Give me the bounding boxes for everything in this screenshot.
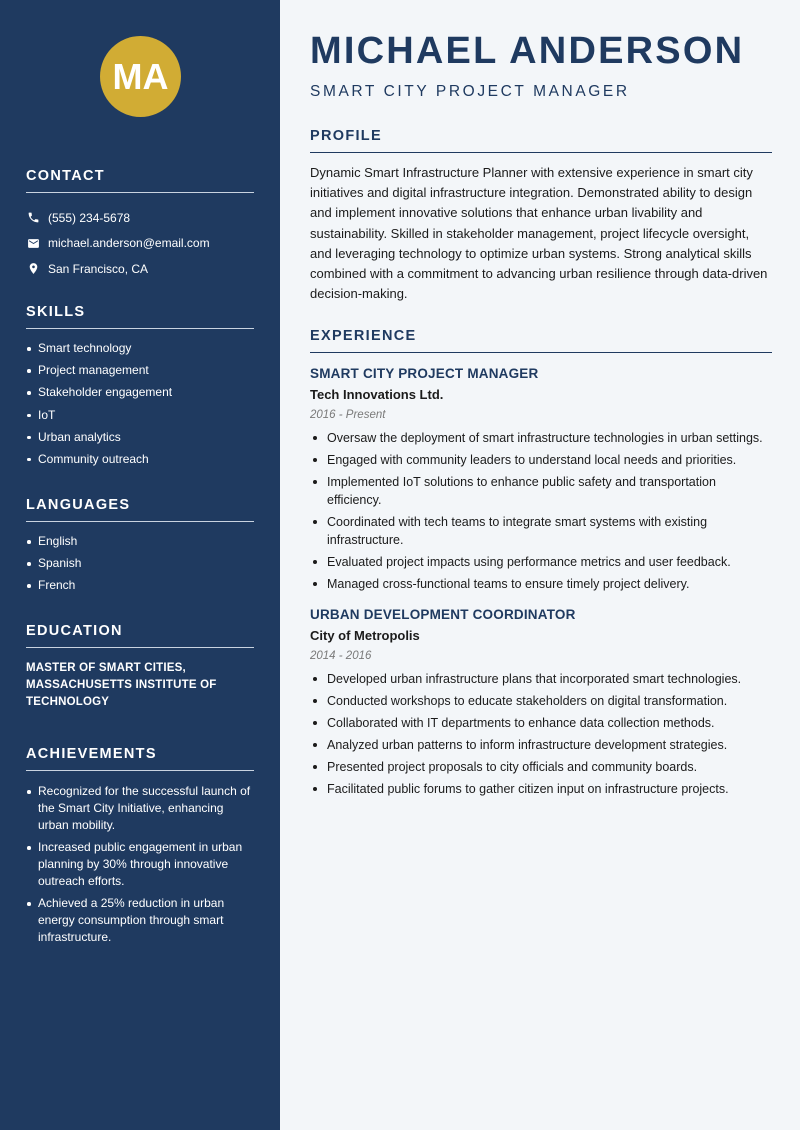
avatar xyxy=(100,36,181,117)
location-pin-icon xyxy=(26,262,40,276)
achievements-section xyxy=(26,746,254,951)
contact-section xyxy=(26,168,254,282)
education-heading: EDUCATION xyxy=(26,623,254,648)
language-item: French xyxy=(26,578,254,600)
job-bullets xyxy=(310,429,772,593)
job-bullet: Collaborated with IT departments to enhance data collection methods. xyxy=(310,714,772,732)
contact-location xyxy=(26,256,254,282)
contact-email xyxy=(26,231,254,257)
job-bullet: Managed cross-functional teams to ensure timely project delivery. xyxy=(310,575,772,593)
skill-item: Smart technology xyxy=(26,341,254,363)
location-text: San Francisco, CA xyxy=(48,261,149,276)
education-line: MASSACHUSETTS INSTITUTE OF xyxy=(26,679,217,691)
experience-heading: EXPERIENCE xyxy=(310,328,772,353)
job-bullet: Implemented IoT solutions to enhance public safety and transportation efficiency. xyxy=(310,473,772,509)
job-bullet: Oversaw the deployment of smart infrastructure technologies in urban settings. xyxy=(310,429,772,447)
job-bullets xyxy=(310,670,772,798)
phone-text: (555) 234-5678 xyxy=(48,210,131,225)
sidebar xyxy=(0,0,280,1130)
job-bullet: Coordinated with tech teams to integrate smart systems with existing infrastructure. xyxy=(310,513,772,549)
skill-item: Urban analytics xyxy=(26,430,254,452)
contact-phone xyxy=(26,205,254,231)
language-item: English xyxy=(26,534,254,556)
achievement-item: Achieved a 25% reduction in urban energy consumption through smart infrastructure. xyxy=(26,895,254,946)
job-company: Tech Innovations Ltd. xyxy=(310,387,444,402)
profile-text: Dynamic Smart Infrastructure Planner with extensive experience in smart city initiatives and digital infrastructure integration. Demonstrated ability to design and implement innovative solutions that enhance urban livability and sustainability. Skilled in stakeholder management, project lifecycle oversight, and leveraging technology to optimize urban systems. Strong analytical skills combined with a commitment to advancing urban resilience through data-driven decision-making. xyxy=(310,165,768,302)
job-company: City of Metropolis xyxy=(310,628,420,643)
profile-heading: PROFILE xyxy=(310,128,772,153)
skills-list xyxy=(26,341,254,474)
job-dates: 2014 - 2016 xyxy=(310,650,372,662)
job-entry xyxy=(310,366,772,593)
job-bullet: Presented project proposals to city officials and community boards. xyxy=(310,758,772,776)
languages-heading: LANGUAGES xyxy=(26,497,254,522)
job-entry xyxy=(310,607,772,798)
achievements-list xyxy=(26,783,254,946)
job-bullet: Evaluated project impacts using performance metrics and user feedback. xyxy=(310,553,772,571)
education-line: MASTER OF SMART CITIES, xyxy=(26,662,186,674)
job-bullet: Analyzed urban patterns to inform infrastructure development strategies. xyxy=(310,736,772,754)
candidate-title: SMART CITY PROJECT MANAGER xyxy=(310,83,630,100)
email-icon xyxy=(26,236,40,250)
languages-list xyxy=(26,534,254,601)
avatar-initials: MA xyxy=(112,55,169,97)
skill-item: IoT xyxy=(26,408,254,430)
profile-section xyxy=(310,128,772,304)
education-line: TECHNOLOGY xyxy=(26,696,110,708)
achievement-item: Recognized for the successful launch of the Smart City Initiative, enhancing urban mobility. xyxy=(26,783,254,834)
skills-heading: SKILLS xyxy=(26,304,254,329)
email-text: michael.anderson@email.com xyxy=(48,236,210,251)
job-bullet: Facilitated public forums to gather citizen input on infrastructure projects. xyxy=(310,780,772,798)
job-bullet: Engaged with community leaders to understand local needs and priorities. xyxy=(310,451,772,469)
phone-icon xyxy=(26,211,40,225)
job-title: URBAN DEVELOPMENT COORDINATOR xyxy=(310,607,576,622)
experience-section xyxy=(310,328,772,802)
languages-section xyxy=(26,497,254,601)
candidate-name: MICHAEL ANDERSON xyxy=(310,30,745,72)
job-dates: 2016 - Present xyxy=(310,409,386,421)
education-degree xyxy=(26,660,254,711)
job-bullet: Conducted workshops to educate stakeholders on digital transformation. xyxy=(310,692,772,710)
skills-section xyxy=(26,304,254,474)
job-title: SMART CITY PROJECT MANAGER xyxy=(310,366,539,381)
skill-item: Community outreach xyxy=(26,452,254,474)
job-bullet: Developed urban infrastructure plans that incorporated smart technologies. xyxy=(310,670,772,688)
skill-item: Stakeholder engagement xyxy=(26,385,254,407)
achievement-item: Increased public engagement in urban planning by 30% through innovative outreach efforts. xyxy=(26,839,254,890)
achievements-heading: ACHIEVEMENTS xyxy=(26,746,254,771)
education-section xyxy=(26,623,254,711)
language-item: Spanish xyxy=(26,556,254,578)
contact-heading: CONTACT xyxy=(26,168,254,193)
skill-item: Project management xyxy=(26,363,254,385)
